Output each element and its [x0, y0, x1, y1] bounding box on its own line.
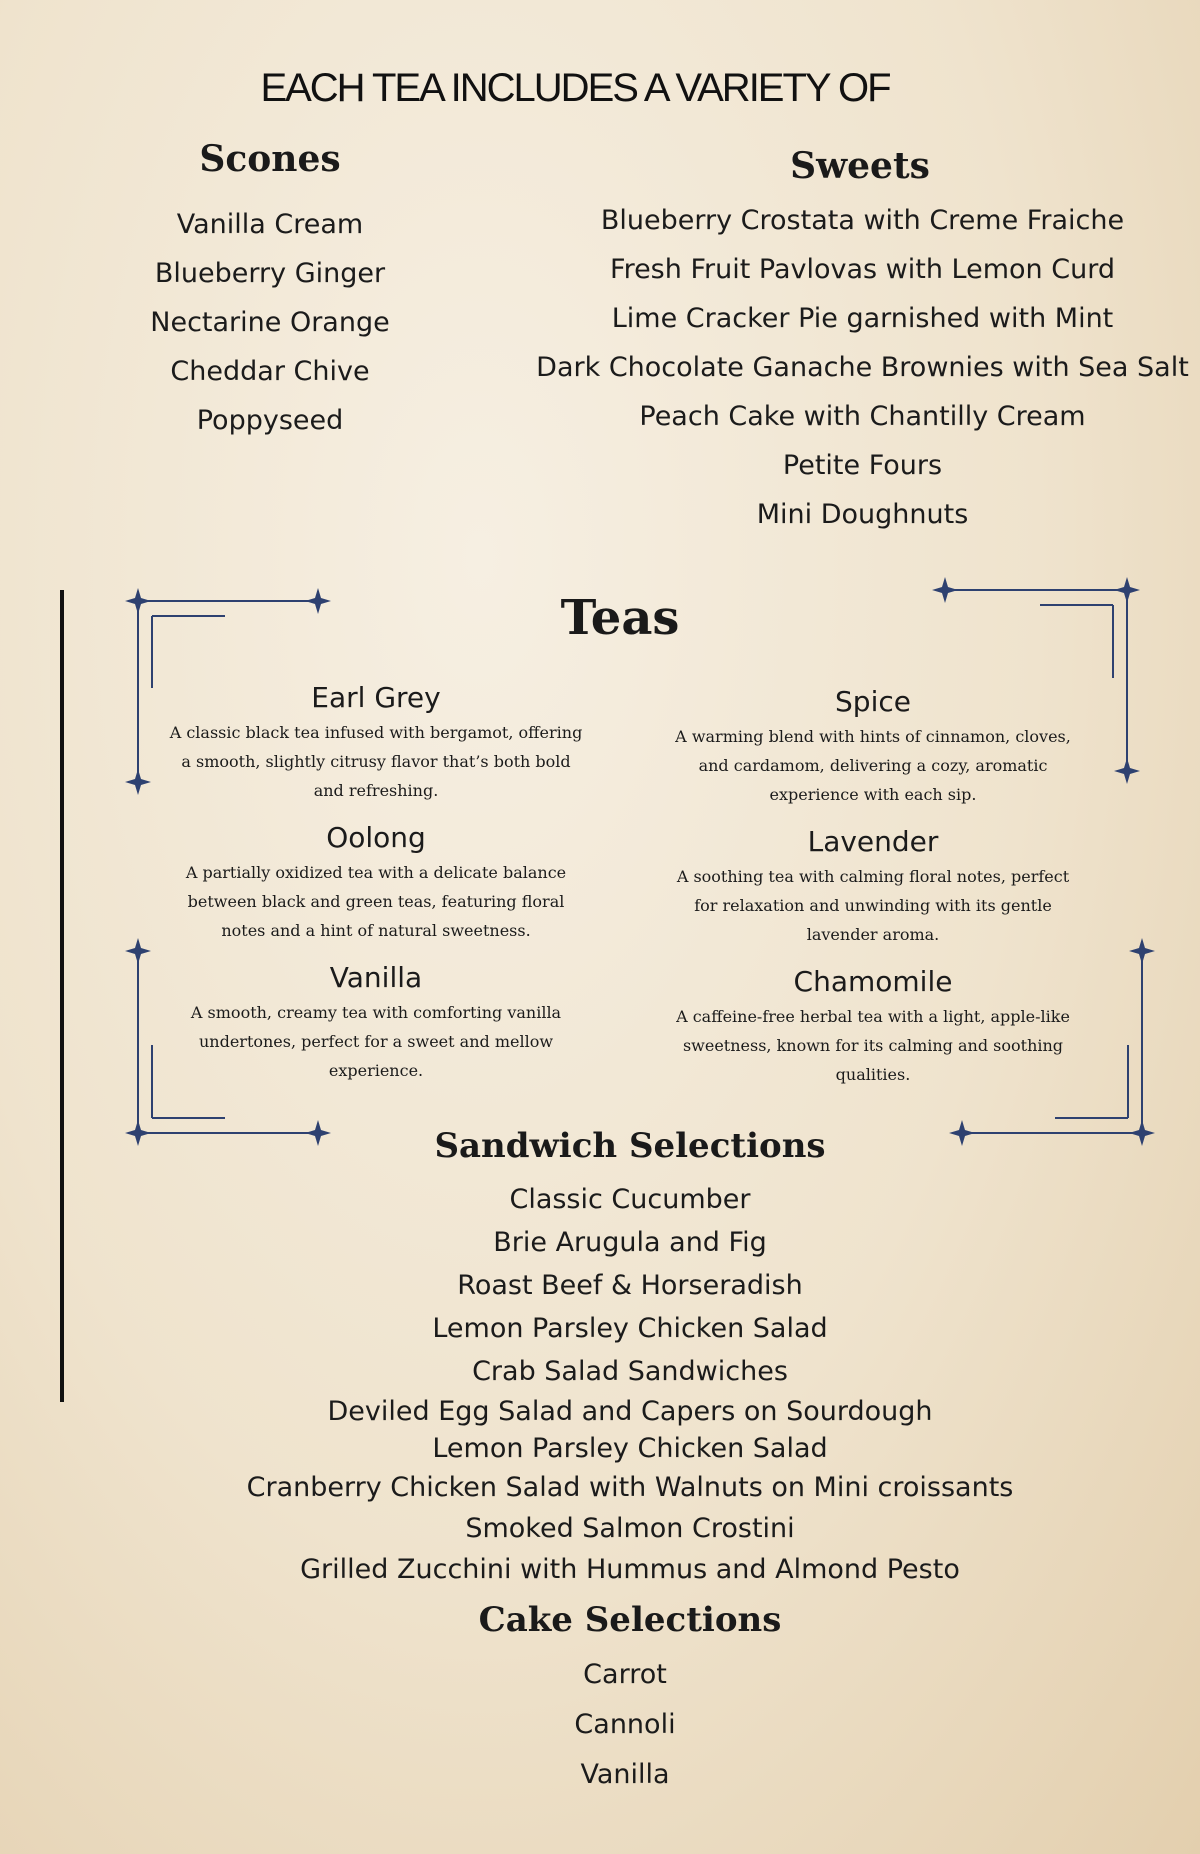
cake-list [525, 1650, 725, 1800]
list-item: Nectarine Orange [150, 307, 390, 338]
tea-lavender [663, 824, 1083, 949]
tea-spice [663, 684, 1083, 809]
tea-name: Vanilla [329, 961, 423, 994]
list-item: Lemon Parsley Chicken Salad [432, 1313, 828, 1344]
list-item: Cannoli [574, 1709, 676, 1740]
list-item: Lemon Parsley Chicken Salad [432, 1433, 828, 1464]
tea-vanilla [166, 960, 586, 1085]
teas-title: Teas [560, 590, 680, 646]
list-item: Cheddar Chive [170, 356, 370, 387]
scones-title: Scones [199, 138, 341, 180]
list-item: Carrot [583, 1659, 667, 1690]
list-item: Crab Salad Sandwiches [472, 1356, 788, 1387]
list-item: Fresh Fruit Pavlovas with Lemon Curd [610, 254, 1115, 285]
list-item: Dark Chocolate Ganache Brownies with Sea Salt [536, 352, 1189, 383]
tea-oolong [166, 820, 586, 945]
sweets-list [525, 196, 1200, 539]
list-item: Vanilla [580, 1759, 670, 1790]
sandwich-list [200, 1178, 1060, 1590]
list-item: Classic Cucumber [509, 1184, 751, 1215]
page-heading: EACH TEA INCLUDES A VARIETY OF [260, 66, 890, 110]
left-vertical-rule [60, 590, 64, 1402]
tea-description: A warming blend with hints of cinnamon, cloves, and cardamom, delivering a cozy, aromatic experience with each sip. [675, 727, 1071, 804]
list-item: Mini Doughnuts [756, 499, 969, 530]
list-item: Deviled Egg Salad and Capers on Sourdough [327, 1396, 933, 1427]
tea-description: A caffeine-free herbal tea with a light, apple-like sweetness, known for its calming and soothing qualities. [676, 1007, 1070, 1084]
list-item: Petite Fours [782, 450, 943, 481]
list-item: Peach Cake with Chantilly Cream [639, 401, 1086, 432]
list-item: Lime Cracker Pie garnished with Mint [611, 303, 1114, 334]
tea-name: Earl Grey [311, 681, 441, 714]
list-item: Blueberry Ginger [154, 258, 386, 289]
tea-description: A classic black tea infused with bergamot, offering a smooth, slightly citrusy flavor that’s both bold and refreshing. [169, 723, 583, 800]
sandwich-selections-title: Sandwich Selections [434, 1126, 826, 1166]
sweets-title: Sweets [790, 145, 930, 187]
tea-name: Oolong [326, 821, 426, 854]
tea-description: A soothing tea with calming floral notes, perfect for relaxation and unwinding with its gentle lavender aroma. [676, 867, 1070, 944]
scones-list [110, 200, 430, 445]
list-item: Blueberry Crostata with Creme Fraiche [600, 205, 1125, 236]
tea-description: A partially oxidized tea with a delicate balance between black and green teas, featuring floral notes and a hint of natural sweetness. [185, 863, 567, 940]
tea-earl-grey [166, 680, 586, 805]
list-item: Grilled Zucchini with Hummus and Almond Pesto [300, 1554, 960, 1585]
list-item: Poppyseed [196, 405, 344, 436]
list-item: Roast Beef & Horseradish [457, 1270, 803, 1301]
tea-chamomile [663, 964, 1083, 1089]
list-item: Vanilla Cream [176, 209, 364, 240]
cake-selections-title: Cake Selections [478, 1600, 782, 1640]
tea-name: Chamomile [793, 965, 953, 998]
list-item: Cranberry Chicken Salad with Walnuts on Mini croissants [246, 1472, 1014, 1503]
list-item: Smoked Salmon Crostini [465, 1513, 795, 1544]
tea-description: A smooth, creamy tea with comforting vanilla undertones, perfect for a sweet and mellow experience. [190, 1003, 562, 1080]
tea-name: Lavender [807, 825, 939, 858]
tea-name: Spice [835, 685, 911, 718]
list-item: Brie Arugula and Fig [493, 1227, 767, 1258]
